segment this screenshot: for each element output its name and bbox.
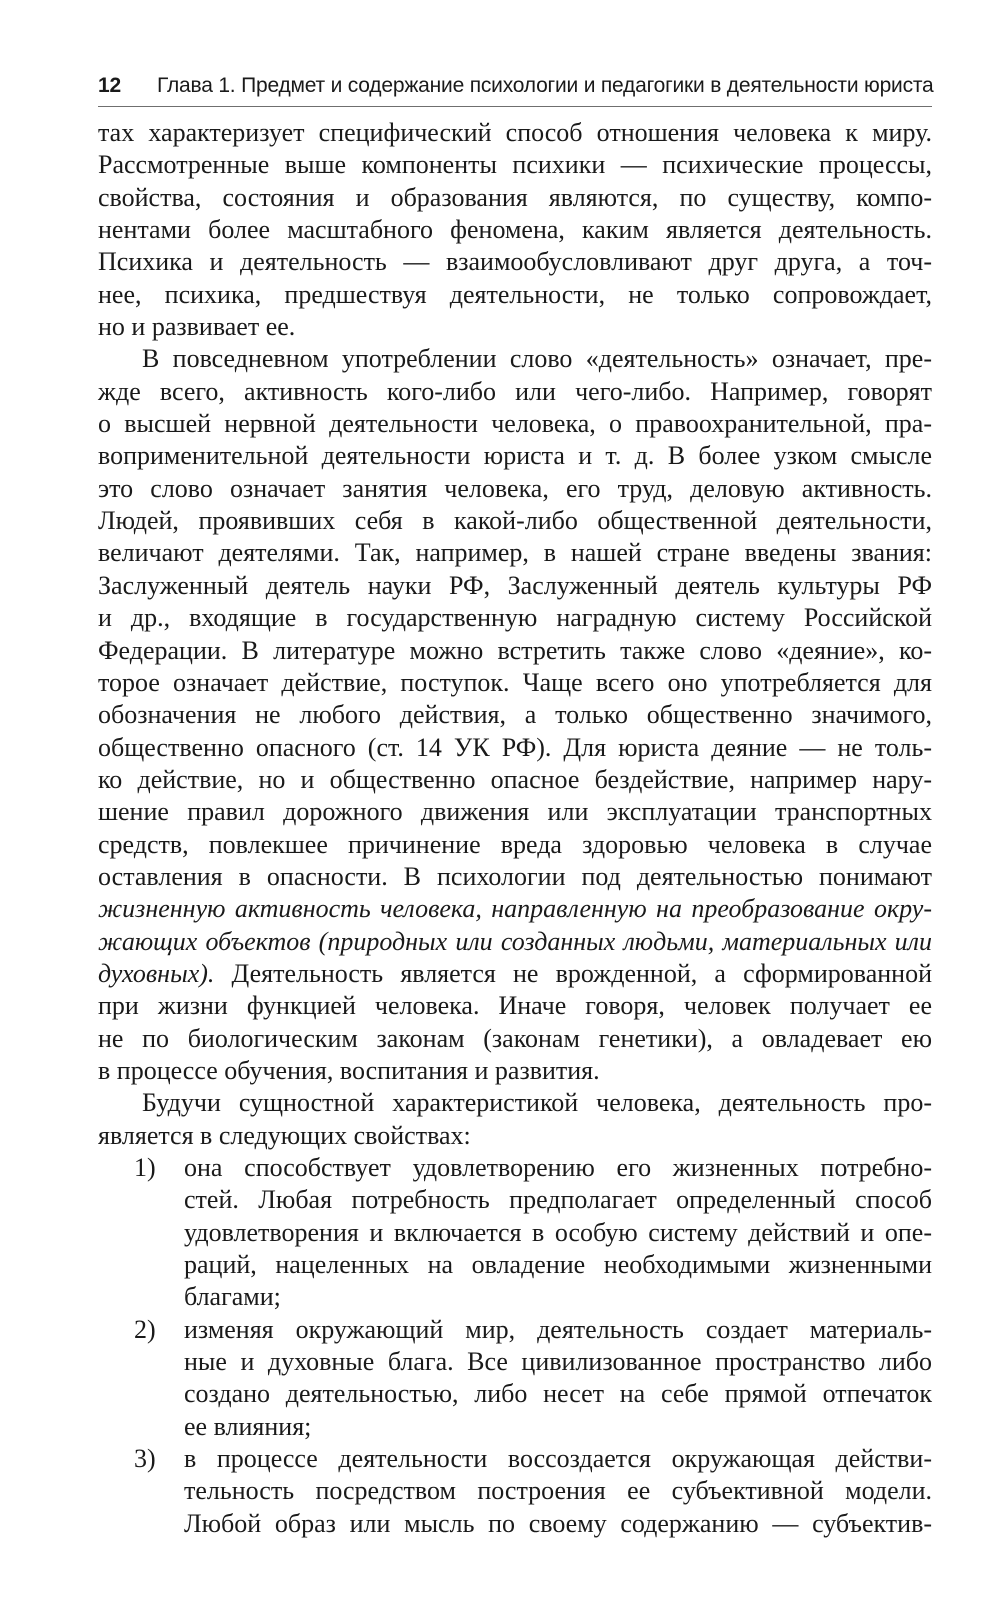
paragraph-1 bbox=[98, 117, 932, 343]
text-line: не по биологическим законам (законам генетики), а овладевает ею bbox=[98, 1023, 932, 1053]
text-line: о высшей нервной деятельности человека, о правоохранительной, пра- bbox=[98, 409, 932, 439]
text-line: и др., входящие в государственную наградную систему Российской bbox=[98, 603, 932, 633]
text-line: средств, повлекшее причинение вреда здоровью человека в случае bbox=[98, 829, 932, 859]
text-line: воприменительной деятельности юриста и т. д. В более узком смысле bbox=[98, 441, 932, 471]
text-line: жде всего, активность кого-либо или чего-либо. Например, говорят bbox=[98, 376, 932, 406]
text-line: ее влияния; bbox=[184, 1411, 312, 1441]
mixed-text-line bbox=[98, 958, 932, 990]
text-line: Психика и деятельность — взаимообусловливают друг друга, а точ- bbox=[98, 247, 932, 277]
list-item bbox=[98, 1152, 932, 1314]
paragraph-3 bbox=[98, 1087, 932, 1152]
list-item bbox=[98, 1314, 932, 1443]
running-header bbox=[98, 68, 932, 104]
list-marker: 3) bbox=[134, 1444, 156, 1474]
text-line: тельность посредством построения ее субъективной модели. bbox=[184, 1476, 932, 1506]
text-line: Людей, проявивших себя в какой-либо общественной деятельности, bbox=[98, 506, 932, 536]
text-line: величают деятелями. Так, например, в нашей стране введены звания: bbox=[98, 538, 932, 568]
header-rule bbox=[98, 106, 932, 107]
text-line: ные и духовные блага. Все цивилизованное пространство либо bbox=[184, 1347, 932, 1377]
numbered-list bbox=[98, 1152, 932, 1540]
italic-fragment: духовных). bbox=[98, 958, 215, 988]
text-line: Заслуженный деятель науки РФ, Заслуженный деятель культуры РФ bbox=[98, 570, 932, 600]
text-line: является в следующих свойствах: bbox=[98, 1120, 471, 1150]
text-line: шение правил дорожного движения или эксплуатации транспортных bbox=[98, 797, 932, 827]
list-item bbox=[98, 1443, 932, 1540]
page-body bbox=[98, 117, 932, 1540]
text-line: В повседневном употреблении слово «деятельность» означает, пре- bbox=[142, 344, 932, 374]
text-line: Федерации. В литературе можно встретить также слово «деяние», ко- bbox=[98, 635, 932, 665]
page-number: 12 bbox=[98, 74, 121, 97]
text-line: раций, нацеленных на овладение необходимыми жизненными bbox=[184, 1250, 932, 1280]
text-line: в процессе деятельности воссоздается окружающая действи- bbox=[184, 1444, 932, 1474]
italic-text-line: жающих объектов (природных или созданных людьми, материальных или bbox=[98, 926, 932, 956]
text-line: нентами более масштабного феномена, каким является деятельность. bbox=[98, 215, 932, 245]
text-line: изменяя окружающий мир, деятельность создает материаль- bbox=[184, 1314, 932, 1344]
text-line: Будучи сущностной характеристикой человека, деятельность про- bbox=[142, 1088, 932, 1118]
text-line: обозначения не любого действия, а только общественно значимого, bbox=[98, 700, 932, 730]
text-line: тах характеризует специфический способ отношения человека к миру. bbox=[98, 118, 932, 147]
list-marker: 2) bbox=[134, 1314, 156, 1344]
text-line: удовлетворения и включается в особую систему действий и опе- bbox=[184, 1217, 932, 1247]
text-line: нее, психика, предшествуя деятельности, не только сопровождает, bbox=[98, 279, 932, 309]
text-line: оставления в опасности. В психологии под деятельностью понимают bbox=[98, 861, 932, 891]
text-line: свойства, состояния и образования являются, по существу, компо- bbox=[98, 182, 932, 212]
text-line: но и развивает ее. bbox=[98, 312, 296, 342]
text-line: она способствует удовлетворению его жизненных потребно- bbox=[184, 1153, 932, 1182]
text-line: при жизни функцией человека. Иначе говоря, человек получает ее bbox=[98, 991, 932, 1021]
text-fragment: Деятельность является не врожденной, а сформированной bbox=[214, 958, 932, 988]
text-line: в процессе обучения, воспитания и развития. bbox=[98, 1055, 600, 1085]
text-line: ко действие, но и общественно опасное бездействие, например нару- bbox=[98, 764, 932, 794]
italic-text-line: жизненную активность человека, направленную на преобразование окру- bbox=[98, 894, 932, 924]
text-line: Любой образ или мысль по своему содержанию — субъектив- bbox=[184, 1508, 932, 1538]
list-marker: 1) bbox=[134, 1153, 156, 1182]
paragraph-2 bbox=[98, 343, 932, 1087]
text-line: торое означает действие, поступок. Чаще всего оно употребляется для bbox=[98, 667, 932, 697]
text-line: благами; bbox=[184, 1282, 281, 1312]
text-line: общественно опасного (ст. 14 УК РФ). Для юриста деяние — не толь- bbox=[98, 732, 932, 762]
text-line: это слово означает занятия человека, его труд, деловую активность. bbox=[98, 473, 932, 503]
chapter-title: Глава 1. Предмет и содержание психологии и педагогики в деятельности юриста bbox=[156, 74, 934, 97]
text-line: Рассмотренные выше компоненты психики — психические процессы, bbox=[98, 150, 932, 180]
text-line: стей. Любая потребность предполагает определенный способ bbox=[184, 1185, 932, 1215]
text-line: создано деятельностью, либо несет на себе прямой отпечаток bbox=[184, 1379, 932, 1409]
